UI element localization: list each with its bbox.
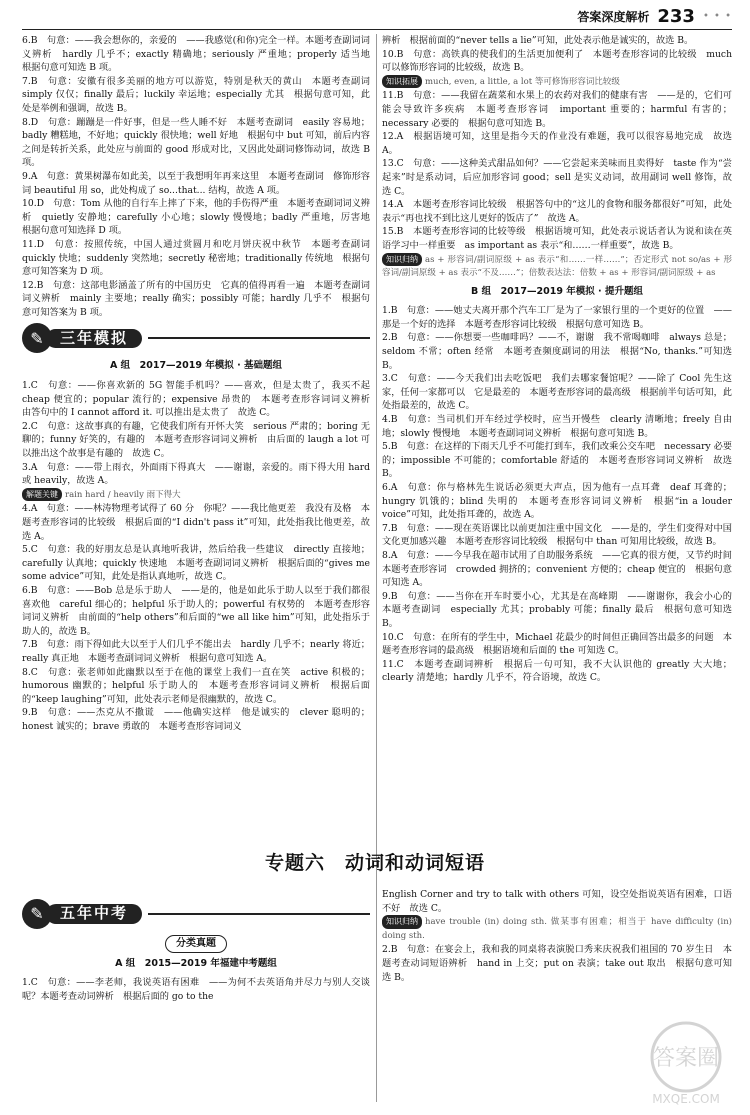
answer-item: 12.B 句意：这部电影涵盖了所有的中国历史 它真的值得再看一遍 本题考查副词词义辨析 mainly 主要地；really 确实；possibly 可能；hardly 几乎不 根据句意可知答案为 B 项。 (22, 279, 370, 318)
answer-item: 3.A 句意：——带上雨衣，外面雨下得真大 ——谢谢，亲爱的。雨下得大用 hard 或 heavily，故选 A。 (22, 461, 370, 487)
answer-item: 9.A 句意：黄果树瀑布如此美，以至于我想明年再来这里 本题考查副词 修饰形容词 beautiful 用 so，此处构成了 so...that... 结构，故选 A 项。 (22, 170, 370, 196)
answer-item: 11.D 句意：按照传统，中国人通过赏圆月和吃月饼庆祝中秋节 本题考查副词 quickly 快地；suddenly 突然地；secretly 秘密地；traditionally 传统地 根据句意可知答案为 D 项。 (22, 238, 380, 278)
svg-text:答案圈: 答案圈 (652, 1046, 720, 1071)
bottom-left-column (22, 895, 370, 1105)
answer-item: 4.A 句意：——林涛物理考试得了 60 分 你呢？——我比他更差 我没有及格 本题考查形容词的比较级 根据后面的“I didn't pass it”可知，此处指我比他更差，故选 A。 (22, 503, 370, 542)
answer-item: 2.C 句意：这故事真的有趣，它使我们所有开怀大笑 serious 严肃的；boring 无聊的；funny 好笑的，有趣的 本题考查形容词词义辨析 由后面的 laugh a lot 可以推出这个故事是有趣的 故选 C。 (22, 420, 370, 460)
answer-item: 1.C 句意：——李老师，我说英语有困难 ——为何不去英语角并尽力与别人交谈呢？本题考查动词辨析 根据后面的 go to the (22, 977, 370, 1002)
mascot-icon: ✎ (22, 899, 52, 929)
answer-item: 6.A 句意：你与格林先生说话必须更大声点，因为他有一点耳聋 deaf 耳聋的；hungry 饥饿的；blind 失明的 本题考查形容词词义辨析 根据“in a louder voice”可知，此处指耳聋的，故选 A。 (382, 482, 732, 521)
answer-item: 11.B 句意：——我留在蔬菜和水果上的农药对我们的健康有害 ——是的，它们可能会导致许多疾病 本题考查形容词 important 重要的；harmful 有害的；necessary 必要的 根据句意可知选 B。 (382, 90, 732, 129)
answer-item: 14.A 本题考查形容词比较级 根据答句中的“这儿的食物和服务都很好”可知，此处表示“再也找不到比这儿更好的饭店了” 故选 A。 (382, 199, 732, 224)
answer-item: 9.B 句意：——杰克从不撒谎 ——他确实这样 他是诚实的 clever 聪明的；honest 诚实的；brave 勇敢的 本题考查形容词词义 (22, 707, 370, 732)
banner-title: 三年模拟 (46, 329, 142, 349)
section-banner (22, 323, 370, 353)
group-title: B 组 2017—2019 年模拟 · 提升题组 (471, 285, 643, 297)
answer-item: 13.C 句意：——这种美式甜品如何？——它尝起来美味而且卖得好 taste 作为“尝起来”时是系动词，后应加形容词 good；sell 是实义动词，故用副词 well 修饰，故选 C。 (382, 158, 732, 197)
answer-item: 8.D 句意：蹦蹦是一件好事，但是一些人睡不好 本题考查副词 easily 容易地；badly 糟糕地，不好地；quickly 很快地；well 好地 根据句中 but 可知，前后内容之间是转折关系，此处应与前面的 good 形成对比，又因此处副词修饰动词，故选 B 项。 (22, 116, 370, 169)
header-dots: • • • (702, 10, 732, 22)
tip-tag: 解题关键 (22, 488, 62, 502)
header-rule (22, 29, 732, 30)
tip-note: 知识拓展 much, even, a little, a lot 等可修饰形容词比较级 (382, 75, 732, 90)
answer-item: 7.B 句意：——现在英语课比以前更加注重中国文化 ——是的，学生们变得对中国文化更加感兴趣 本题考查形容词比较级 根据句中 than 可知用比较级，故选 B。 (382, 522, 732, 548)
answer-item: English Corner and try to talk with others 可知，设空处指说英语有困难，口语不好 故选 C。 (382, 889, 732, 914)
answer-item: 2.B 句意：在宴会上，我和我的同桌将表演脱口秀来庆祝我们祖国的 70 岁生日 本题考查动词短语辨析 hand in 上交；put on 表演；take out 取出 根据句意可知选 B。 (382, 944, 732, 983)
tip-tag: 知识归纳 (382, 253, 422, 267)
answer-item: 4.B 句意：当司机们开车经过学校时，应当开慢些 clearly 清晰地；freely 自由地；slowly 慢慢地 本题考查副词词义辨析 根据句意可知选 B。 (382, 414, 732, 439)
answer-item: 11.C 本题考查副词辨析 根据后一句可知，我不大认识他的 greatly 大大地；clearly 清楚地；hardly 几乎不，符合语境，故选 C。 (382, 658, 732, 684)
watermark-logo (630, 1017, 742, 1107)
group-title: A 组 2017—2019 年模拟 · 基础题组 (109, 360, 283, 372)
tip-note: 知识归纳 have trouble (in) doing sth. 做某事有困难；相当于 have difficulty (in) doing sth. (382, 917, 732, 941)
answer-item: 1.C 句意：——你喜欢新的 5G 智能手机吗？——喜欢，但是太贵了，我买不起 cheap 便宜的；popular 流行的；expensive 昂贵的 本题考查形容词词义辨析 由答句中的 I cannot afford it. 可以推出是太贵了 故选 C。 (22, 380, 380, 419)
answer-item: 5.C 句意：我的好朋友总是认真地听我讲，然后给我一些建议 directly 直接地；carefully 认真地；quickly 快速地 本题考查副词词义辨析 根据后面的“gives me some advice”可知，此处是指认真地听，故选 C。 (22, 544, 370, 583)
tip-note: 知识归纳 as + 形容词/副词原级 + as 表示“和……一样……”；否定形式 not so/as + 形容词/副词原级 + as 表示“不及……”；倍数表达法：倍数 + as + 形容词/副词原级 + as (382, 254, 732, 279)
answer-item: 12.A 根据语境可知，这里是指今天的作业没有难题，我可以很容易地完成 故选 A。 (382, 131, 732, 156)
page-number: 233 (657, 5, 695, 27)
svg-text:MXQE.COM: MXQE.COM (652, 1092, 720, 1106)
left-column (22, 34, 380, 839)
header-label: 答案深度解析 (577, 9, 650, 24)
right-column (382, 34, 742, 839)
answer-item: 10.D 句意：Tom 从他的自行车上摔了下来，他的手伤得严重 本题考查副词词义辨析 quietly 安静地；carefully 小心地；slowly 慢慢地；badly 严重地，厉害地 根据句意可知选择 D 项。 (22, 198, 380, 237)
answer-item: 3.C 句意：——今天我们出去吃饭吧 我们去哪家餐馆呢？——除了 Cool 先生这家，任何一家都可以 它是最差的 本题考查形容词的最高级 根据前半句话可知，此处指最差的，故选 C。 (382, 373, 732, 412)
section-banner (22, 899, 370, 929)
banner-title: 五年中考 (46, 904, 142, 924)
answer-item: 8.C 句意：张老师如此幽默以至于在他的课堂上我们一直在笑 active 积极的；humorous 幽默的；helpful 乐于助人的 本题考查形容词词义辨析 根据后面的“keep laughing”可知，此处表示老师是很幽默的，故选 C。 (22, 666, 370, 705)
tip-tag: 知识拓展 (382, 75, 422, 89)
page-header (577, 4, 732, 28)
answer-item: 2.B 句意：——你想要一些咖啡吗？——不，谢谢 我不常喝咖啡 always 总是；seldom 不常；often 经常 本题考查频度副词的用法 根据“No, thanks.”可知选 B。 (382, 332, 732, 371)
answer-item: 8.A 句意：——今早我在超市试用了自助服务系统 ——它真的很方便，又节约时间 本题考查形容词 crowded 拥挤的；convenient 方便的；cheap 便宜的 根据句意可知选 A。 (382, 549, 742, 589)
answer-item: 6.B 句意：——Bob 总是乐于助人 ——是的，他是如此乐于助人以至于我们都很喜欢他 careful 细心的；helpful 乐于助人的；powerful 有权势的 本题考查形容词词义辨析 由前面的“help others”和后面的“we all like him”可知，此处指乐于助人的，故选 B。 (22, 584, 370, 637)
answer-item: 辨析 根据前面的“never tells a lie”可知，此处表示他是诚实的，故选 B。 (382, 35, 694, 46)
answer-item: 9.B 句意：——当你在开车时要小心，尤其是在高峰期 ——谢谢你，我会小心的 本题考查副词 especially 尤其；probably 可能；finally 最后 根据句意可知选 B。 (382, 590, 742, 629)
answer-item: 7.B 句意：安徽有很多美丽的地方可以游览，特别是秋天的黄山 本题考查副词 simply 仅仅；finally 最后；luckily 幸运地；especially 尤其 根据句意可知，此处是举例和强调，故选 B。 (22, 75, 380, 114)
subhead: 分类真题 (22, 935, 370, 953)
answer-item: 10.B 句意：高铁真的使我们的生活更加便利了 本题考查形容词的比较级 much 可以修饰形容词的比较级，故选 B。 (382, 48, 732, 74)
answer-item: 1.B 句意：——她丈夫离开那个汽车工厂是为了一家银行里的一个更好的位置 ——那是一个好的选择 本题考查形容词比较级 根据句意可知选 B。 (382, 305, 732, 330)
mascot-icon: ✎ (22, 323, 52, 353)
tip-tag: 知识归纳 (382, 915, 422, 929)
topic-title: 专题六 动词和动词短语 (264, 852, 485, 874)
answer-item: 7.B 句意：雨下得如此大以至于人们几乎不能出去 hardly 几乎不；nearly 将近；really 真正地 本题考查副词词义辨析 根据句意可知选 A。 (22, 639, 370, 664)
answer-item: 5.B 句意：在这样的下雨天几乎不可能打到车，我们改乘公交车吧 necessary 必要的；impossible 不可能的；comfortable 舒适的 本题考查形容词词义辨析 故选 B。 (382, 441, 732, 480)
column-divider (376, 34, 377, 1102)
answer-item: 15.B 本题考查形容词的比较等级 根据语境可知，此处表示说话者认为说和读在英语学习中一样重要 as important as 表示“和……一样重要”，故选 B。 (382, 226, 732, 251)
answer-item: 6.B 句意：——我会想你的，亲爱的 ——我感觉(和你)完全一样。本题考查副词词义辨析 hardly 几乎不；exactly 精确地；seriously 严重地；properly 适当地 根据句意可知选 B 项。 (22, 35, 380, 74)
group-title: A 组 2015—2019 年福建中考题组 (115, 957, 277, 969)
tip-note: 解题关键 rain hard / heavily 雨下得大 (22, 488, 370, 503)
answer-item: 10.C 句意：在所有的学生中，Michael 花最少的时间但正确回答出最多的问题 本题考查形容词的最高级 根据语境和后面的 the 可知选 C。 (382, 631, 732, 657)
